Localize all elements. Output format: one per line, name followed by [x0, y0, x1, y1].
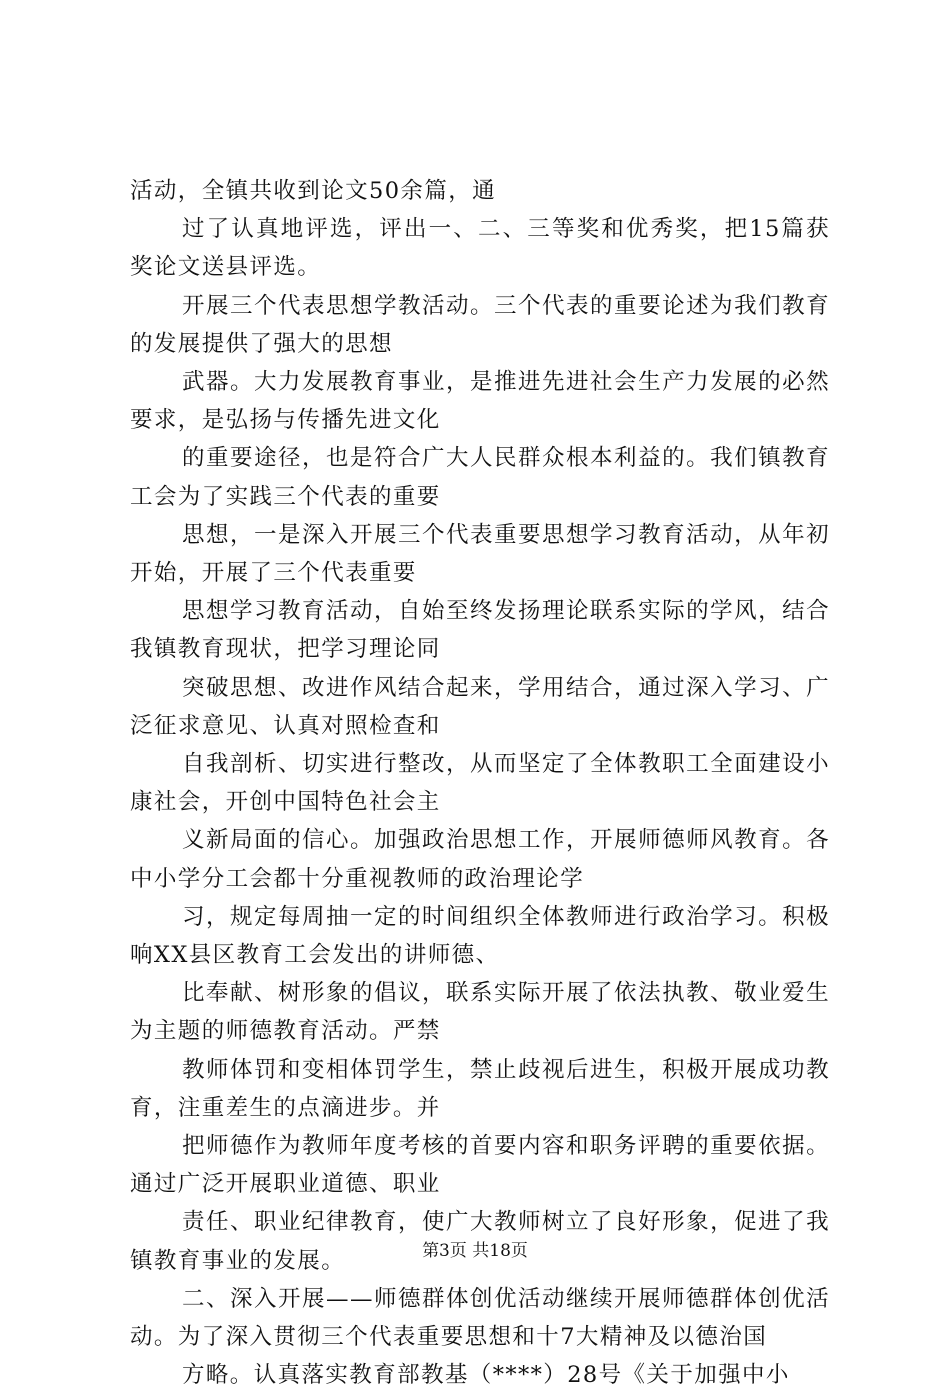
- paragraph-9: 自我剖析、切实进行整改，从而坚定了全体教职工全面建设小康社会，开创中国特色社会主: [130, 751, 830, 816]
- page-number-label: 第3页 共18页: [422, 1241, 528, 1261]
- document-body: [130, 172, 830, 1395]
- paragraph-2: 过了认真地评选，评出一、二、三等奖和优秀奖，把15篇获奖论文送县评选。: [130, 216, 830, 281]
- paragraph-17: 方略。认真落实教育部教基（****）28号《关于加强中小: [182, 1362, 790, 1389]
- paragraph-1: 活动，全镇共收到论文50余篇，通: [130, 178, 497, 204]
- paragraph-14: 把师德作为教师年度考核的首要内容和职务评聘的重要依据。通过广泛开展职业道德、职业: [130, 1133, 830, 1198]
- paragraph-10: 义新局面的信心。加强政治思想工作，开展师德师风教育。各中小学分工会都十分重视教师的政治理论学: [130, 827, 830, 892]
- paragraph-12: 比奉献、树形象的倡议，联系实际开展了依法执教、敬业爱生为主题的师德教育活动。严禁: [130, 980, 830, 1045]
- paragraph-16: 二、深入开展——师德群体创优活动继续开展师德群体创优活动。为了深入贯彻三个代表重要思想和十7大精神及以德治国: [130, 1285, 830, 1351]
- paragraph-8: 突破思想、改进作风结合起来，学用结合，通过深入学习、广泛征求意见、认真对照检查和: [130, 674, 830, 739]
- paragraph-7: 思想学习教育活动，自始至终发扬理论联系实际的学风，结合我镇教育现状，把学习理论同: [130, 598, 830, 663]
- paragraph-11: 习，规定每周抽一定的时间组织全体教师进行政治学习。积极响XX县区教育工会发出的讲师德、: [130, 903, 830, 969]
- paragraph-4: 武器。大力发展教育事业，是推进先进社会生产力发展的必然要求，是弘扬与传播先进文化: [130, 369, 830, 434]
- paragraph-5: 的重要途径，也是符合广大人民群众根本利益的。我们镇教育工会为了实践三个代表的重要: [130, 445, 830, 510]
- page-footer: [0, 1239, 950, 1263]
- paragraph-3: 开展三个代表思想学教活动。三个代表的重要论述为我们教育的发展提供了强大的思想: [130, 292, 830, 357]
- paragraph-13: 教师体罚和变相体罚学生，禁止歧视后进生，积极开展成功教育，注重差生的点滴进步。并: [130, 1056, 830, 1121]
- paragraph-6: 思想，一是深入开展三个代表重要思想学习教育活动，从年初开始，开展了三个代表重要: [130, 521, 830, 587]
- paragraph-15: 责任、职业纪律教育，使广大教师树立了良好形象，促进了我镇教育事业的发展。: [130, 1209, 830, 1274]
